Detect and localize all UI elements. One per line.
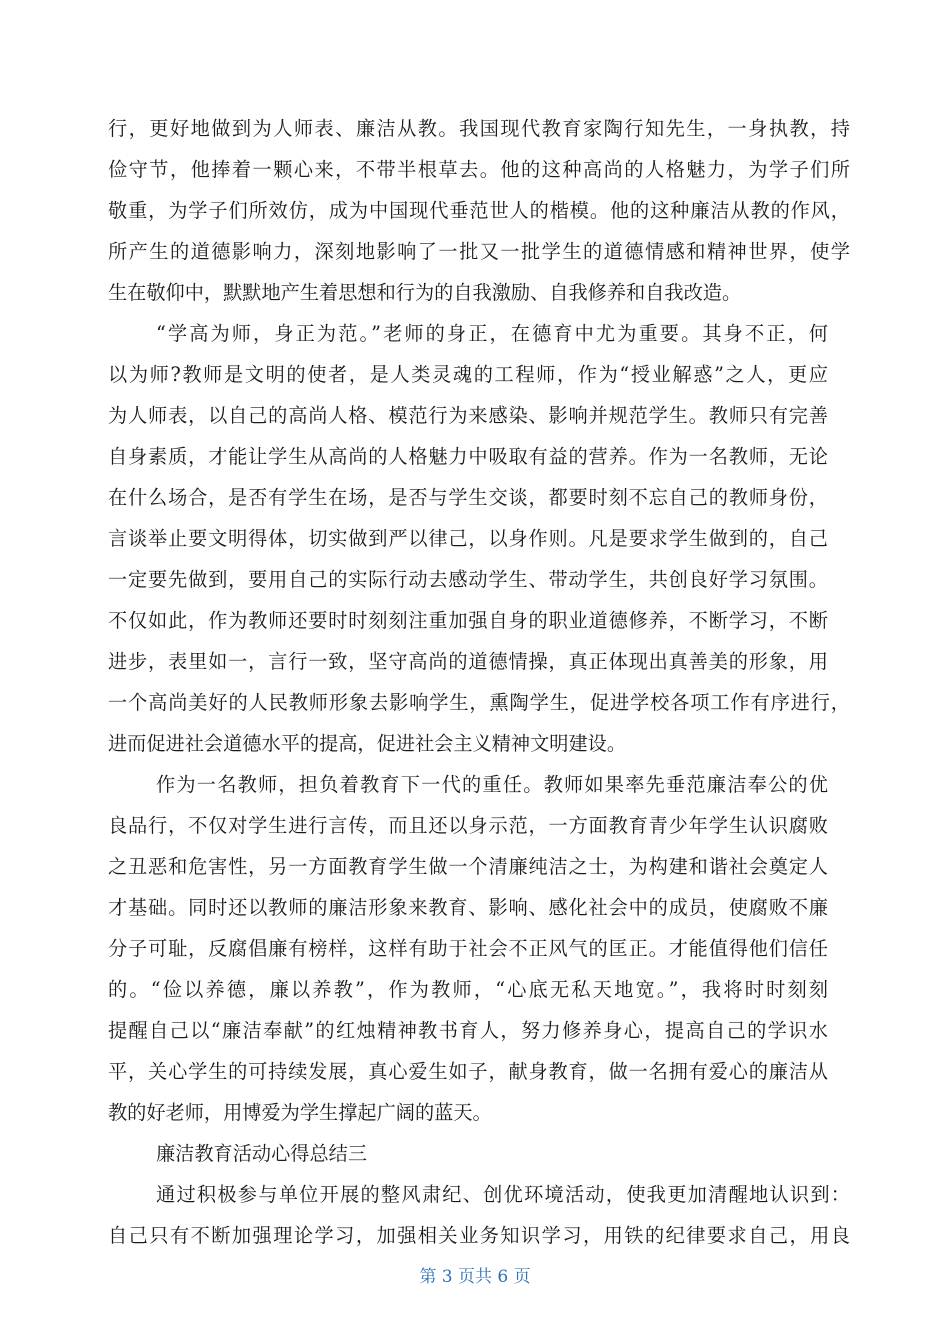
body-line: 一个高尚美好的人民教师形象去影响学生，熏陶学生，促进学校各项工作有序进行，: [108, 691, 850, 714]
body-line: 良品行，不仅对学生进行言传，而且还以身示范，一方面教育青少年学生认识腐败: [108, 814, 828, 837]
body-line: “学高为师，身正为范。”老师的身正，在德育中尤为重要。其身不正，何: [156, 322, 828, 345]
page-footer: 第 3 页共 6 页: [419, 1267, 531, 1287]
body-line: 作为一名教师，担负着教育下一代的重任。教师如果率先垂范廉洁奉公的优: [156, 773, 828, 796]
body-line: 通过积极参与单位开展的整风肃纪、创优环境活动，使我更加清醒地认识到：: [156, 1183, 850, 1206]
body-line: 进步，表里如一，言行一致，坚守高尚的道德情操，真正体现出真善美的形象，用: [108, 650, 828, 673]
body-line: 平，关心学生的可持续发展，真心爱生如子，献身教育，做一名拥有爱心的廉洁从: [108, 1060, 828, 1083]
body-line: 自身素质，才能让学生从高尚的人格魅力中吸取有益的营养。作为一名教师，无论: [108, 445, 828, 468]
body-line: 生在敬仰中，默默地产生着思想和行为的自我激励、自我修养和自我改造。: [108, 281, 742, 304]
body-line: 分子可耻，反腐倡廉有榜样，这样有助于社会不正风气的匡正。才能值得他们信任: [108, 937, 828, 960]
body-line: 以为师?教师是文明的使者，是人类灵魂的工程师，作为“授业解惑”之人，更应: [108, 363, 828, 386]
section-heading: 廉洁教育活动心得总结三: [156, 1142, 368, 1165]
body-line: 教的好老师，用博爱为学生撑起广阔的蓝天。: [108, 1101, 492, 1124]
body-line: 进而促进社会道德水平的提高，促进社会主义精神文明建设。: [108, 732, 627, 755]
body-line: 敬重，为学子们所效仿，成为中国现代垂范世人的楷模。他的这种廉洁从教的作风，: [108, 199, 850, 222]
body-line: 在什么场合，是否有学生在场，是否与学生交谈，都要时刻不忘自己的教师身份，: [108, 486, 828, 509]
body-line: 的。“俭以养德，廉以养教”，作为教师，“心底无私天地宽。”，我将时时刻刻: [108, 978, 828, 1001]
body-line: 才基础。同时还以教师的廉洁形象来教育、影响、感化社会中的成员，使腐败不廉: [108, 896, 828, 919]
body-line: 为人师表，以自己的高尚人格、模范行为来感染、影响并规范学生。教师只有完善: [108, 404, 828, 427]
body-line: 自己只有不断加强理论学习，加强相关业务知识学习，用铁的纪律要求自己，用良: [108, 1224, 850, 1247]
body-line: 行，更好地做到为人师表、廉洁从教。我国现代教育家陶行知先生，一身执教，持: [108, 117, 850, 140]
body-line: 一定要先做到，要用自己的实际行动去感动学生、带动学生，共创良好学习氛围。: [108, 568, 828, 591]
body-line: 言谈举止要文明得体，切实做到严以律己，以身作则。凡是要求学生做到的，自己: [108, 527, 828, 550]
body-line: 提醒自己以“廉洁奉献”的红烛精神教书育人，努力修养身心，提高自己的学识水: [108, 1019, 828, 1042]
body-line: 所产生的道德影响力，深刻地影响了一批又一批学生的道德情感和精神世界，使学: [108, 240, 850, 263]
body-line: 不仅如此，作为教师还要时时刻刻注重加强自身的职业道德修养，不断学习，不断: [108, 609, 828, 632]
body-line: 之丑恶和危害性，另一方面教育学生做一个清廉纯洁之士，为构建和谐社会奠定人: [108, 855, 828, 878]
body-line: 俭守节，他捧着一颗心来，不带半根草去。他的这种高尚的人格魅力，为学子们所: [108, 158, 850, 181]
